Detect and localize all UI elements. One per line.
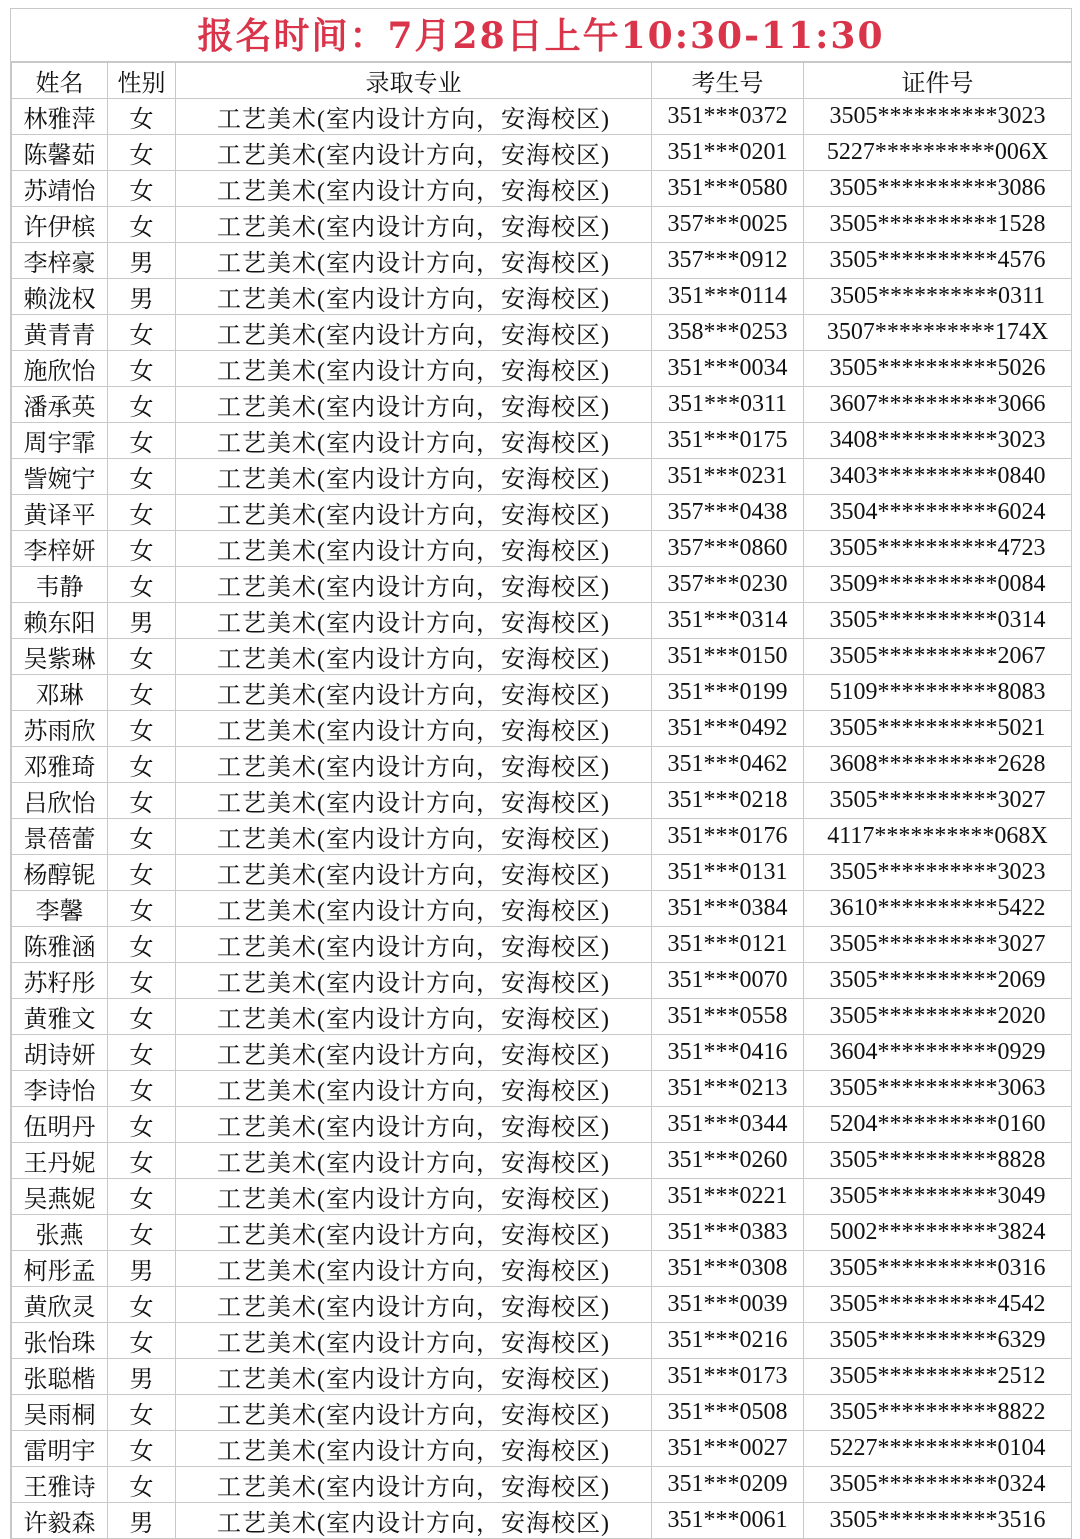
table-row (12, 171, 1072, 207)
gender-cell: 女 (108, 891, 176, 927)
exam-number-cell: 351***0580 (652, 171, 804, 207)
gender-cell: 女 (108, 639, 176, 675)
major-cell: 工艺美术(室内设计方向，安海校区) (176, 855, 652, 891)
major-cell: 工艺美术(室内设计方向，安海校区) (176, 819, 652, 855)
table-row (12, 1467, 1072, 1503)
gender-cell: 女 (108, 1395, 176, 1431)
name-cell: 陈雅涵 (12, 927, 108, 963)
name-cell: 许毅森 (12, 1503, 108, 1539)
major-cell: 工艺美术(室内设计方向，安海校区) (176, 135, 652, 171)
exam-number-cell: 351***0462 (652, 747, 804, 783)
table-row (12, 783, 1072, 819)
id-number-cell: 3610**********5422 (804, 891, 1072, 927)
major-cell: 工艺美术(室内设计方向，安海校区) (176, 171, 652, 207)
major-cell: 工艺美术(室内设计方向，安海校区) (176, 351, 652, 387)
exam-number-cell: 351***0384 (652, 891, 804, 927)
name-cell: 赖泷权 (12, 279, 108, 315)
table-row (12, 747, 1072, 783)
table-row (12, 495, 1072, 531)
name-cell: 苏籽彤 (12, 963, 108, 999)
name-cell: 伍明丹 (12, 1107, 108, 1143)
name-cell: 胡诗妍 (12, 1035, 108, 1071)
table-row (12, 1071, 1072, 1107)
exam-number-cell: 351***0216 (652, 1323, 804, 1359)
gender-cell: 女 (108, 99, 176, 135)
name-cell: 雷明宇 (12, 1431, 108, 1467)
exam-number-cell: 351***0175 (652, 423, 804, 459)
id-number-cell: 3505**********3063 (804, 1071, 1072, 1107)
id-number-cell: 3505**********1528 (804, 207, 1072, 243)
table-row (12, 351, 1072, 387)
major-cell: 工艺美术(室内设计方向，安海校区) (176, 1323, 652, 1359)
gender-cell: 女 (108, 711, 176, 747)
exam-number-cell: 357***0438 (652, 495, 804, 531)
table-row (12, 1251, 1072, 1287)
table-row (12, 567, 1072, 603)
exam-number-cell: 351***0311 (652, 387, 804, 423)
major-cell: 工艺美术(室内设计方向，安海校区) (176, 891, 652, 927)
major-cell: 工艺美术(室内设计方向，安海校区) (176, 963, 652, 999)
exam-number-cell: 351***0199 (652, 675, 804, 711)
table-row (12, 1179, 1072, 1215)
gender-cell: 男 (108, 603, 176, 639)
table-row (12, 819, 1072, 855)
gender-cell: 女 (108, 1035, 176, 1071)
id-number-cell: 3505**********2512 (804, 1359, 1072, 1395)
table-row (12, 675, 1072, 711)
table-row (12, 855, 1072, 891)
major-cell: 工艺美术(室内设计方向，安海校区) (176, 747, 652, 783)
table-row (12, 1323, 1072, 1359)
name-cell: 訾婉宁 (12, 459, 108, 495)
name-cell: 林雅萍 (12, 99, 108, 135)
name-cell: 施欣怡 (12, 351, 108, 387)
table-row (12, 135, 1072, 171)
name-cell: 柯彤孟 (12, 1251, 108, 1287)
major-cell: 工艺美术(室内设计方向，安海校区) (176, 1143, 652, 1179)
major-cell: 工艺美术(室内设计方向，安海校区) (176, 243, 652, 279)
gender-cell: 女 (108, 135, 176, 171)
id-number-cell: 5002**********3824 (804, 1215, 1072, 1251)
gender-cell: 男 (108, 279, 176, 315)
gender-cell: 女 (108, 1143, 176, 1179)
major-cell: 工艺美术(室内设计方向，安海校区) (176, 279, 652, 315)
major-cell: 工艺美术(室内设计方向，安海校区) (176, 711, 652, 747)
major-cell: 工艺美术(室内设计方向，安海校区) (176, 495, 652, 531)
id-number-cell: 3505**********5026 (804, 351, 1072, 387)
id-number-cell: 3505**********2069 (804, 963, 1072, 999)
id-number-cell: 3608**********2628 (804, 747, 1072, 783)
id-number-cell: 3505**********4542 (804, 1287, 1072, 1323)
exam-number-cell: 351***0308 (652, 1251, 804, 1287)
id-number-cell: 3505**********0324 (804, 1467, 1072, 1503)
name-cell: 吴紫琳 (12, 639, 108, 675)
id-number-cell: 3505**********3049 (804, 1179, 1072, 1215)
table-row (12, 999, 1072, 1035)
gender-cell: 男 (108, 243, 176, 279)
exam-number-cell: 351***0209 (652, 1467, 804, 1503)
gender-cell: 女 (108, 747, 176, 783)
id-number-cell: 3505**********5021 (804, 711, 1072, 747)
id-number-cell: 3505**********3023 (804, 855, 1072, 891)
name-cell: 景蓓蕾 (12, 819, 108, 855)
exam-number-cell: 351***0383 (652, 1215, 804, 1251)
gender-cell: 女 (108, 423, 176, 459)
spreadsheet (10, 8, 1072, 1539)
gender-cell: 女 (108, 531, 176, 567)
name-cell: 赖东阳 (12, 603, 108, 639)
id-number-cell: 3505**********0316 (804, 1251, 1072, 1287)
gender-cell: 女 (108, 387, 176, 423)
table-row (12, 459, 1072, 495)
id-number-cell: 3509**********0084 (804, 567, 1072, 603)
table-row (12, 387, 1072, 423)
exam-number-cell: 351***0508 (652, 1395, 804, 1431)
id-number-cell: 3505**********3086 (804, 171, 1072, 207)
name-cell: 杨醇铌 (12, 855, 108, 891)
major-cell: 工艺美术(室内设计方向，安海校区) (176, 1395, 652, 1431)
name-cell: 陈馨茹 (12, 135, 108, 171)
major-cell: 工艺美术(室内设计方向，安海校区) (176, 207, 652, 243)
id-number-cell: 5227**********006X (804, 135, 1072, 171)
table-row (12, 1143, 1072, 1179)
table-row (12, 711, 1072, 747)
name-cell: 苏靖怡 (12, 171, 108, 207)
id-number-cell: 3604**********0929 (804, 1035, 1072, 1071)
name-cell: 王丹妮 (12, 1143, 108, 1179)
exam-number-cell: 351***0492 (652, 711, 804, 747)
major-cell: 工艺美术(室内设计方向，安海校区) (176, 639, 652, 675)
table-row (12, 1431, 1072, 1467)
id-number-cell: 3505**********0311 (804, 279, 1072, 315)
name-cell: 黄欣灵 (12, 1287, 108, 1323)
major-cell: 工艺美术(室内设计方向，安海校区) (176, 531, 652, 567)
exam-number-cell: 351***0027 (652, 1431, 804, 1467)
id-number-cell: 3505**********3027 (804, 783, 1072, 819)
major-cell: 工艺美术(室内设计方向，安海校区) (176, 1359, 652, 1395)
gender-cell: 女 (108, 1107, 176, 1143)
gender-cell: 女 (108, 783, 176, 819)
name-cell: 黄雅文 (12, 999, 108, 1035)
exam-number-cell: 351***0221 (652, 1179, 804, 1215)
gender-cell: 女 (108, 855, 176, 891)
major-cell: 工艺美术(室内设计方向，安海校区) (176, 783, 652, 819)
exam-number-cell: 357***0025 (652, 207, 804, 243)
id-number-cell: 3505**********0314 (804, 603, 1072, 639)
gender-cell: 女 (108, 459, 176, 495)
gender-cell: 男 (108, 1359, 176, 1395)
table-row (12, 243, 1072, 279)
id-number-cell: 3507**********174X (804, 315, 1072, 351)
exam-number-cell: 357***0912 (652, 243, 804, 279)
name-cell: 邓琳 (12, 675, 108, 711)
exam-number-cell: 351***0344 (652, 1107, 804, 1143)
name-cell: 吴雨桐 (12, 1395, 108, 1431)
header-gender: 性别 (108, 63, 176, 99)
gender-cell: 女 (108, 1323, 176, 1359)
exam-number-cell: 358***0253 (652, 315, 804, 351)
table-row (12, 639, 1072, 675)
id-number-cell: 3505**********2067 (804, 639, 1072, 675)
table-row (12, 1035, 1072, 1071)
exam-number-cell: 357***0230 (652, 567, 804, 603)
table-row (12, 99, 1072, 135)
exam-number-cell: 351***0070 (652, 963, 804, 999)
id-number-cell: 3505**********8822 (804, 1395, 1072, 1431)
gender-cell: 女 (108, 1467, 176, 1503)
major-cell: 工艺美术(室内设计方向，安海校区) (176, 1503, 652, 1539)
name-cell: 张燕 (12, 1215, 108, 1251)
gender-cell: 女 (108, 1179, 176, 1215)
name-cell: 韦静 (12, 567, 108, 603)
table-row (12, 927, 1072, 963)
major-cell: 工艺美术(室内设计方向，安海校区) (176, 675, 652, 711)
exam-number-cell: 351***0218 (652, 783, 804, 819)
name-cell: 李诗怡 (12, 1071, 108, 1107)
exam-number-cell: 351***0150 (652, 639, 804, 675)
exam-number-cell: 351***0034 (652, 351, 804, 387)
gender-cell: 女 (108, 171, 176, 207)
table-row (12, 279, 1072, 315)
exam-number-cell: 351***0039 (652, 1287, 804, 1323)
id-number-cell: 3505**********3516 (804, 1503, 1072, 1539)
table-row (12, 531, 1072, 567)
name-cell: 吕欣怡 (12, 783, 108, 819)
gender-cell: 女 (108, 495, 176, 531)
table-row (12, 1359, 1072, 1395)
name-cell: 李梓妍 (12, 531, 108, 567)
exam-number-cell: 351***0213 (652, 1071, 804, 1107)
major-cell: 工艺美术(室内设计方向，安海校区) (176, 1287, 652, 1323)
header-exam-number: 考生号 (652, 63, 804, 99)
page-title: 报名时间：7月28日上午10:30-11:30 (11, 8, 1071, 62)
id-number-cell: 3505**********6329 (804, 1323, 1072, 1359)
major-cell: 工艺美术(室内设计方向，安海校区) (176, 423, 652, 459)
exam-number-cell: 351***0114 (652, 279, 804, 315)
gender-cell: 女 (108, 351, 176, 387)
header-name: 姓名 (12, 63, 108, 99)
name-cell: 张怡珠 (12, 1323, 108, 1359)
gender-cell: 女 (108, 1431, 176, 1467)
id-number-cell: 4117**********068X (804, 819, 1072, 855)
table-row (12, 1503, 1072, 1539)
gender-cell: 女 (108, 1071, 176, 1107)
gender-cell: 女 (108, 819, 176, 855)
gender-cell: 女 (108, 1287, 176, 1323)
name-cell: 张聪楷 (12, 1359, 108, 1395)
gender-cell: 女 (108, 963, 176, 999)
table-row (12, 207, 1072, 243)
header-row (12, 63, 1072, 99)
gender-cell: 女 (108, 927, 176, 963)
name-cell: 吴燕妮 (12, 1179, 108, 1215)
name-cell: 周宇霏 (12, 423, 108, 459)
id-number-cell: 3408**********3023 (804, 423, 1072, 459)
exam-number-cell: 351***0131 (652, 855, 804, 891)
id-number-cell: 3505**********2020 (804, 999, 1072, 1035)
exam-number-cell: 351***0416 (652, 1035, 804, 1071)
exam-number-cell: 351***0314 (652, 603, 804, 639)
id-number-cell: 3505**********3023 (804, 99, 1072, 135)
name-cell: 李馨 (12, 891, 108, 927)
id-number-cell: 3505**********8828 (804, 1143, 1072, 1179)
major-cell: 工艺美术(室内设计方向，安海校区) (176, 603, 652, 639)
major-cell: 工艺美术(室内设计方向，安海校区) (176, 315, 652, 351)
major-cell: 工艺美术(室内设计方向，安海校区) (176, 927, 652, 963)
name-cell: 王雅诗 (12, 1467, 108, 1503)
id-number-cell: 3403**********0840 (804, 459, 1072, 495)
major-cell: 工艺美术(室内设计方向，安海校区) (176, 999, 652, 1035)
name-cell: 邓雅琦 (12, 747, 108, 783)
table-row (12, 1215, 1072, 1251)
major-cell: 工艺美术(室内设计方向，安海校区) (176, 1035, 652, 1071)
gender-cell: 女 (108, 1215, 176, 1251)
table-row (12, 963, 1072, 999)
gender-cell: 女 (108, 675, 176, 711)
major-cell: 工艺美术(室内设计方向，安海校区) (176, 1467, 652, 1503)
id-number-cell: 3505**********3027 (804, 927, 1072, 963)
gender-cell: 女 (108, 315, 176, 351)
gender-cell: 女 (108, 567, 176, 603)
name-cell: 黄译平 (12, 495, 108, 531)
major-cell: 工艺美术(室内设计方向，安海校区) (176, 459, 652, 495)
id-number-cell: 3504**********6024 (804, 495, 1072, 531)
major-cell: 工艺美术(室内设计方向，安海校区) (176, 1215, 652, 1251)
major-cell: 工艺美术(室内设计方向，安海校区) (176, 567, 652, 603)
major-cell: 工艺美术(室内设计方向，安海校区) (176, 99, 652, 135)
gender-cell: 男 (108, 1251, 176, 1287)
major-cell: 工艺美术(室内设计方向，安海校区) (176, 1107, 652, 1143)
gender-cell: 女 (108, 999, 176, 1035)
major-cell: 工艺美术(室内设计方向，安海校区) (176, 1179, 652, 1215)
id-number-cell: 5204**********0160 (804, 1107, 1072, 1143)
table-row (12, 603, 1072, 639)
exam-number-cell: 351***0173 (652, 1359, 804, 1395)
name-cell: 潘承英 (12, 387, 108, 423)
exam-number-cell: 351***0121 (652, 927, 804, 963)
table-row (12, 1395, 1072, 1431)
id-number-cell: 3505**********4723 (804, 531, 1072, 567)
table-row (12, 891, 1072, 927)
id-number-cell: 5227**********0104 (804, 1431, 1072, 1467)
exam-number-cell: 351***0558 (652, 999, 804, 1035)
header-major: 录取专业 (176, 63, 652, 99)
gender-cell: 女 (108, 207, 176, 243)
admission-table (11, 62, 1072, 1539)
major-cell: 工艺美术(室内设计方向，安海校区) (176, 1431, 652, 1467)
exam-number-cell: 351***0176 (652, 819, 804, 855)
table-row (12, 1107, 1072, 1143)
header-id-number: 证件号 (804, 63, 1072, 99)
name-cell: 苏雨欣 (12, 711, 108, 747)
exam-number-cell: 351***0061 (652, 1503, 804, 1539)
major-cell: 工艺美术(室内设计方向，安海校区) (176, 1071, 652, 1107)
name-cell: 许伊槟 (12, 207, 108, 243)
major-cell: 工艺美术(室内设计方向，安海校区) (176, 1251, 652, 1287)
table-row (12, 423, 1072, 459)
name-cell: 李梓豪 (12, 243, 108, 279)
major-cell: 工艺美术(室内设计方向，安海校区) (176, 387, 652, 423)
exam-number-cell: 351***0231 (652, 459, 804, 495)
name-cell: 黄青青 (12, 315, 108, 351)
exam-number-cell: 351***0372 (652, 99, 804, 135)
table-row (12, 1287, 1072, 1323)
gender-cell: 男 (108, 1503, 176, 1539)
id-number-cell: 5109**********8083 (804, 675, 1072, 711)
id-number-cell: 3505**********4576 (804, 243, 1072, 279)
exam-number-cell: 351***0201 (652, 135, 804, 171)
exam-number-cell: 357***0860 (652, 531, 804, 567)
exam-number-cell: 351***0260 (652, 1143, 804, 1179)
table-row (12, 315, 1072, 351)
id-number-cell: 3607**********3066 (804, 387, 1072, 423)
